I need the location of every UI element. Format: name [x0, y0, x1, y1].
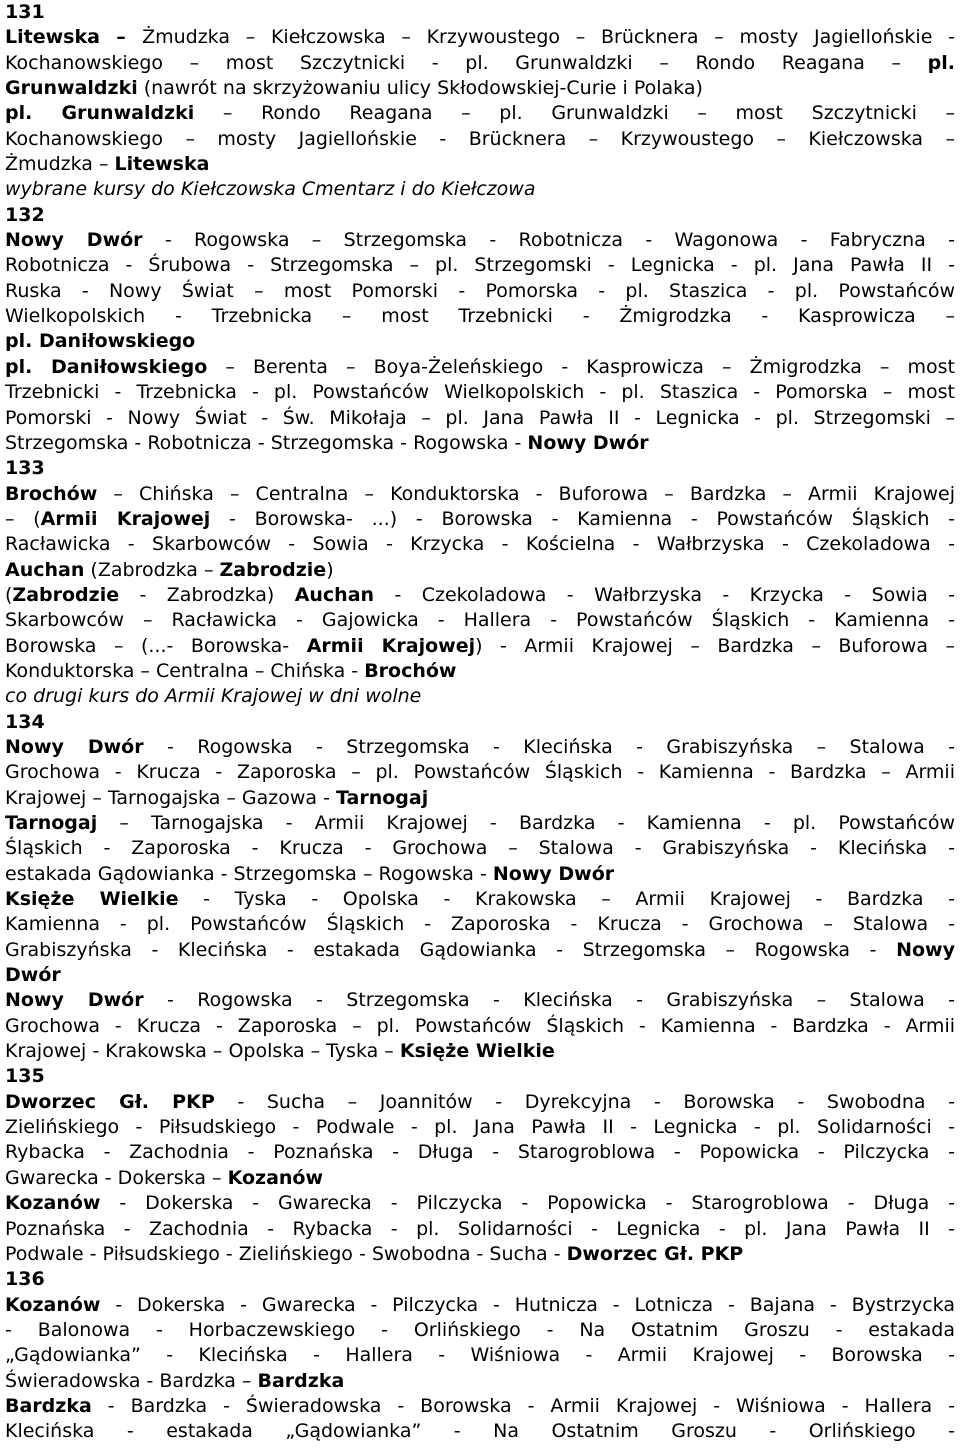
- text-segment: Skarbowców – Racławicka - Gajowicka - Hallera - Powstańców Śląskich - Kamienna -: [5, 609, 955, 632]
- text-line: [5, 963, 955, 988]
- text-line: [5, 25, 955, 50]
- text-line: [5, 1166, 955, 1191]
- text-segment: Księże Wielkie: [399, 1040, 555, 1063]
- text-segment: ) - Armii Krajowej – Bardzka – Buforowa –: [475, 634, 955, 657]
- text-line: [5, 76, 955, 101]
- text-line: [5, 1267, 955, 1292]
- text-segment: Poznańska - Zachodnia - Rybacka - pl. Solidarności - Legnicka - pl. Jana Pawła II -: [5, 1217, 955, 1240]
- text-line: [5, 355, 955, 380]
- text-line: [5, 862, 955, 887]
- text-line: [5, 228, 955, 253]
- text-segment: Armii Krajowej: [40, 507, 211, 530]
- text-segment: Gwarecka - Dokerska –: [5, 1166, 228, 1189]
- route-number: 132: [5, 203, 45, 226]
- text-segment: Rybacka - Zachodnia - Poznańska - Długa - Starogroblowa - Popowicka - Pilczycka -: [5, 1141, 955, 1164]
- text-line: [5, 177, 955, 202]
- text-segment: – (: [5, 507, 41, 530]
- text-segment: Grunwaldzki: [5, 77, 138, 100]
- text-segment: - Rogowska - Strzegomska - Klecińska - Grabiszyńska – Stalowa -: [143, 989, 955, 1012]
- text-line: [5, 1217, 955, 1242]
- text-segment: Zabrodzie: [219, 558, 327, 581]
- text-line: [5, 127, 955, 152]
- text-segment: Kozanów: [5, 1293, 101, 1316]
- text-line: [5, 1064, 955, 1089]
- text-segment: Konduktorska – Centralna – Chińska -: [5, 659, 365, 682]
- text-segment: Żmudzka –: [5, 153, 115, 176]
- text-line: [5, 988, 955, 1013]
- text-segment: (: [5, 583, 13, 606]
- text-segment: - Czekoladowa - Wałbrzyska - Krzycka - Sowia -: [374, 583, 955, 606]
- text-segment: Kozanów: [5, 1192, 101, 1215]
- text-segment: Brochów: [5, 482, 98, 505]
- text-line: [5, 912, 955, 937]
- text-line: [5, 710, 955, 735]
- text-segment: (nawrót na skrzyżowaniu ulicy Skłodowskiej-Curie i Polaka): [137, 77, 703, 100]
- text-line: [5, 1318, 955, 1343]
- text-segment: pl.: [927, 51, 955, 74]
- text-segment: Podwale - Piłsudskiego - Zielińskiego - Swobodna - Sucha -: [5, 1242, 567, 1265]
- text-segment: Bardzka: [5, 1394, 92, 1417]
- text-segment: Auchan: [5, 558, 85, 581]
- text-segment: Trzebnicki - Trzebnicka - pl. Powstańców Wielkopolskich - pl. Staszica - Pomorska – most: [5, 381, 955, 404]
- text-segment: Litewska –: [5, 26, 143, 49]
- text-line: [5, 836, 955, 861]
- text-segment: „Gądowianka” - Klecińska - Hallera - Wiśniowa - Armii Krajowej - Borowska -: [5, 1344, 955, 1367]
- text-line: [5, 0, 955, 25]
- text-segment: Kozanów: [227, 1166, 324, 1189]
- text-line: [5, 431, 955, 456]
- text-line: [5, 1394, 955, 1419]
- text-line: [5, 1090, 955, 1115]
- text-segment: Auchan: [294, 583, 375, 606]
- text-segment: Wielkopolskich - Trzebnicka – most Trzebnicki - Żmigrodzka - Kasprowicza –: [5, 305, 955, 328]
- route-number: 136: [5, 1268, 45, 1291]
- route-number: 131: [5, 1, 45, 23]
- text-segment: pl. Daniłowskiego: [5, 355, 208, 378]
- text-segment: – Chińska – Centralna – Konduktorska - Buforowa – Bardzka – Armii Krajowej: [97, 482, 955, 505]
- text-line: [5, 887, 955, 912]
- text-segment: Brochów: [364, 659, 457, 682]
- text-segment: Klecińska - estakada „Gądowianka” - Na Ostatnim Groszu - Orlińskiego -: [5, 1420, 955, 1443]
- text-segment: ): [326, 558, 334, 581]
- text-segment: Grochowa - Krucza - Zaporoska – pl. Powstańców Śląskich - Kamienna - Bardzka - Armii: [5, 1014, 955, 1037]
- text-segment: (Zabrodzka –: [84, 558, 220, 581]
- text-line: [5, 51, 955, 76]
- text-line: [5, 1140, 955, 1165]
- text-segment: Bardzka: [257, 1369, 345, 1392]
- text-line: [5, 507, 955, 532]
- text-segment: pl. Daniłowskiego: [5, 330, 196, 353]
- text-segment: - Sucha – Joannitów - Dyrekcyjna - Borowska - Swobodna -: [214, 1090, 955, 1113]
- text-line: [5, 760, 955, 785]
- text-line: [5, 456, 955, 481]
- text-segment: Krajowej - Krakowska – Opolska – Tyska –: [5, 1040, 400, 1063]
- text-line: [5, 811, 955, 836]
- text-segment: Kamienna - pl. Powstańców Śląskich - Zaporoska - Krucza - Grochowa – Stalowa -: [5, 913, 955, 936]
- text-line: [5, 1115, 955, 1140]
- text-segment: Pomorski - Nowy Świat - Św. Mikołaja – pl. Jana Pawła II - Legnicka - pl. Strzegomski –: [5, 406, 955, 429]
- text-segment: Kochanowskiego – mosty Jagiellońskie - Brücknera – Krzywoustego – Kiełczowska –: [5, 127, 955, 150]
- text-segment: Grochowa - Krucza - Zaporoska – pl. Powstańców Śląskich - Kamienna - Bardzka – Armii: [5, 761, 955, 784]
- text-segment: Krajowej – Tarnogajska – Gazowa -: [5, 786, 337, 809]
- text-segment: co drugi kurs do Armii Krajowej w dni wolne: [5, 685, 422, 708]
- text-segment: estakada Gądowianka - Strzegomska – Rogowska -: [5, 862, 493, 885]
- text-line: [5, 634, 955, 659]
- text-segment: Armii Krajowej: [306, 634, 476, 657]
- text-segment: Nowy Dwór: [527, 431, 649, 454]
- route-number: 133: [5, 457, 45, 480]
- text-segment: Tarnogaj: [336, 786, 429, 809]
- text-line: [5, 735, 955, 760]
- text-line: [5, 786, 955, 811]
- text-line: [5, 1343, 955, 1368]
- text-segment: - Rogowska – Strzegomska - Robotnicza - Wagonowa - Fabryczna -: [142, 229, 955, 252]
- text-segment: Dworzec Gł. PKP: [5, 1090, 215, 1113]
- text-segment: Zabrodzie: [12, 583, 120, 606]
- text-segment: Robotnicza - Śrubowa - Strzegomska – pl. Strzegomski - Legnicka - pl. Jana Pawła II -: [5, 254, 955, 277]
- text-line: [5, 203, 955, 228]
- text-segment: Borowska – (...- Borowska-: [5, 634, 307, 657]
- text-line: [5, 253, 955, 278]
- text-segment: Nowy Dwór: [492, 862, 615, 885]
- text-segment: Dworzec Gł. PKP: [566, 1242, 744, 1265]
- text-line: [5, 1191, 955, 1216]
- text-segment: - Borowska- ...) - Borowska - Kamienna - Powstańców Śląskich -: [210, 507, 955, 530]
- text-segment: - Balonowa - Horbaczewskiego - Orlińskiego - Na Ostatnim Groszu - estakada: [5, 1318, 955, 1341]
- text-segment: wybrane kursy do Kiełczowska Cmentarz i do Kiełczowa: [5, 178, 536, 201]
- text-segment: - Bardzka - Świeradowska - Borowska - Armii Krajowej - Wiśniowa - Hallera -: [91, 1394, 955, 1417]
- text-segment: – Berenta – Boya-Żeleńskiego - Kasprowicza – Żmigrodzka – most: [207, 355, 955, 378]
- text-segment: - Dokerska - Gwarecka - Pilczycka - Popowicka - Starogroblowa - Długa -: [100, 1192, 955, 1215]
- text-line: [5, 684, 955, 709]
- text-segment: Nowy Dwór: [5, 989, 144, 1012]
- text-segment: Śląskich - Zaporoska - Krucza - Grochowa – Stalowa - Grabiszyńska - Klecińska -: [5, 837, 955, 860]
- text-line: [5, 659, 955, 684]
- text-segment: Księże Wielkie: [5, 888, 179, 911]
- text-line: [5, 583, 955, 608]
- text-segment: Kochanowskiego – most Szczytnicki - pl. Grunwaldzki – Rondo Reagana –: [5, 51, 928, 74]
- text-segment: Tarnogaj: [5, 812, 98, 834]
- text-segment: – Rondo Reagana – pl. Grunwaldzki – most Szczytnicki –: [194, 102, 955, 125]
- text-segment: - Zabrodzka): [119, 583, 295, 606]
- text-segment: - Dokerska - Gwarecka - Pilczycka - Hutnicza - Lotnicza - Bajana - Bystrzycka: [100, 1293, 955, 1316]
- text-line: [5, 1419, 955, 1444]
- text-segment: Świeradowska - Bardzka –: [5, 1369, 258, 1392]
- text-segment: - Rogowska - Strzegomska - Klecińska - Grabiszyńska – Stalowa -: [143, 735, 955, 758]
- text-line: [5, 406, 955, 431]
- text-segment: Ruska - Nowy Świat – most Pomorski - Pomorska - pl. Staszica - pl. Powstańców: [5, 279, 955, 302]
- text-line: [5, 558, 955, 583]
- text-line: [5, 279, 955, 304]
- text-line: [5, 1293, 955, 1318]
- text-segment: Nowy Dwór: [5, 735, 144, 758]
- text-line: [5, 482, 955, 507]
- text-segment: Litewska: [114, 153, 210, 176]
- text-line: [5, 1039, 955, 1064]
- text-line: [5, 532, 955, 557]
- text-line: [5, 380, 955, 405]
- text-line: [5, 1369, 955, 1394]
- text-segment: Dwór: [5, 964, 61, 987]
- text-line: [5, 152, 955, 177]
- text-line: [5, 101, 955, 126]
- text-segment: pl. Grunwaldzki: [5, 102, 195, 125]
- text-segment: Racławicka - Skarbowców - Sowia - Krzycka - Kościelna - Wałbrzyska - Czekoladowa -: [5, 533, 955, 556]
- text-segment: Zielińskiego - Piłsudskiego - Podwale - pl. Jana Pawła II - Legnicka - pl. Solidarności -: [5, 1116, 955, 1139]
- text-line: [5, 329, 955, 354]
- text-segment: Nowy Dwór: [5, 229, 143, 252]
- text-line: [5, 938, 955, 963]
- text-segment: - Tyska - Opolska - Krakowska – Armii Krajowej - Bardzka -: [178, 888, 955, 911]
- text-segment: – Tarnogajska - Armii Krajowej - Bardzka - Kamienna - pl. Powstańców: [97, 812, 955, 834]
- text-segment: Strzegomska - Robotnicza - Strzegomska - Rogowska -: [5, 431, 528, 454]
- route-number: 135: [5, 1065, 45, 1088]
- text-line: [5, 1242, 955, 1267]
- text-line: [5, 608, 955, 633]
- route-number: 134: [5, 710, 45, 733]
- text-segment: Grabiszyńska - Klecińska - estakada Gądowianka - Strzegomska – Rogowska -: [5, 938, 897, 961]
- text-segment: Żmudzka – Kiełczowska – Krzywoustego – Brücknera – mosty Jagiellońskie -: [142, 26, 955, 49]
- text-line: [5, 1014, 955, 1039]
- text-line: [5, 304, 955, 329]
- text-segment: Nowy: [896, 938, 955, 961]
